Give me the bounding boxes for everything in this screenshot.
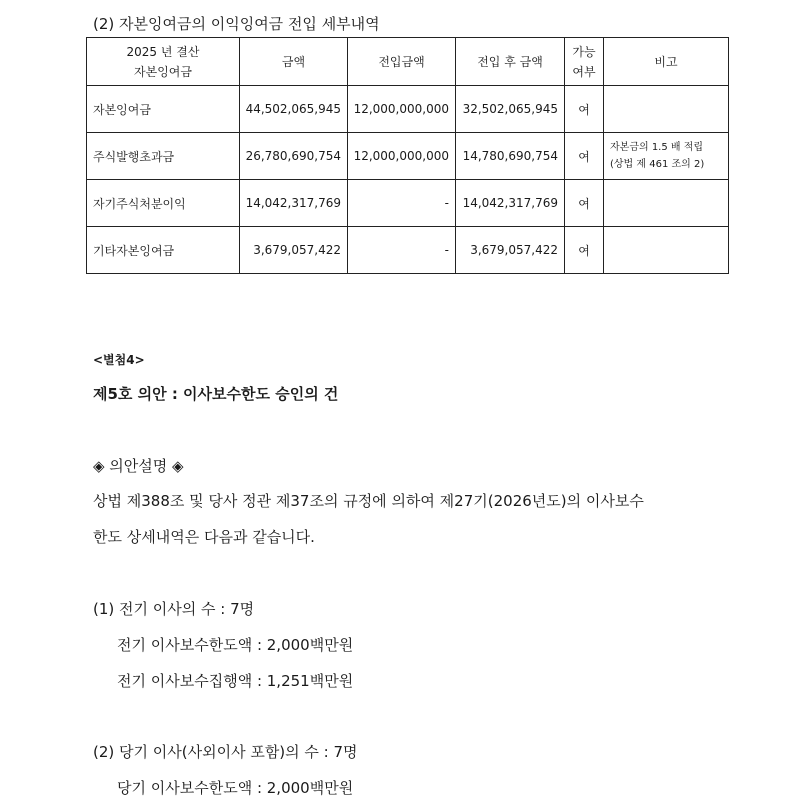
- row-remarks: [604, 133, 729, 180]
- row-name: 자기주식처분이익: [87, 180, 240, 227]
- table-row: [87, 227, 729, 274]
- row-possible: 여: [565, 86, 604, 133]
- header-amount: 금액: [240, 38, 348, 86]
- row-name: 자본잉여금: [87, 86, 240, 133]
- row-amount: 44,502,065,945: [240, 86, 348, 133]
- header-after-amount: 전입 후 금액: [456, 38, 565, 86]
- row-remarks: [604, 227, 729, 274]
- row-transfer: -: [348, 227, 456, 274]
- row-name: 주식발행초과금: [87, 133, 240, 180]
- table-row: [87, 133, 729, 180]
- row-name: 기타자본잉여금: [87, 227, 240, 274]
- header-year-line: 2025 년 결산: [126, 44, 200, 59]
- explanation-line-2: 한도 상세내역은 다음과 같습니다.: [93, 528, 315, 546]
- row-after: 3,679,057,422: [456, 227, 565, 274]
- row-remarks: [604, 86, 729, 133]
- row-possible: 여: [565, 227, 604, 274]
- header-possible-line1: 가능: [572, 44, 596, 59]
- header-surplus-line: 자본잉여금: [134, 64, 192, 79]
- table-row: [87, 180, 729, 227]
- row-remarks: [604, 180, 729, 227]
- remark-line1: 자본금의 1.5 배 적립: [610, 142, 704, 153]
- row-possible: 여: [565, 180, 604, 227]
- table-header-row: [87, 38, 729, 86]
- header-transfer-amount: 전입금액: [348, 38, 456, 86]
- header-remarks: 비고: [604, 38, 729, 86]
- agenda-title: 제5호 의안 : 이사보수한도 승인의 건: [93, 385, 339, 403]
- row-transfer: 12,000,000,000: [348, 133, 456, 180]
- remark-line2: (상법 제 461 조의 2): [610, 159, 705, 170]
- section-title: (2) 자본잉여금의 이익잉여금 전입 세부내역: [93, 15, 380, 33]
- row-after: 32,502,065,945: [456, 86, 565, 133]
- explanation-line-1: 상법 제388조 및 당사 정관 제37조의 규정에 의하여 제27기(2026년도)의 이사보수: [93, 492, 644, 510]
- surplus-transfer-table: [86, 37, 729, 274]
- row-transfer: 12,000,000,000: [348, 86, 456, 133]
- previous-remuneration-executed: 전기 이사보수집행액 : 1,251백만원: [117, 672, 354, 690]
- attachment-label: <별첨4>: [93, 353, 145, 367]
- explanation-heading: ◈ 의안설명 ◈: [93, 457, 184, 475]
- header-possible: [565, 38, 604, 86]
- row-after: 14,042,317,769: [456, 180, 565, 227]
- row-possible: 여: [565, 133, 604, 180]
- header-possible-line2: 여부: [572, 64, 596, 79]
- table-row: [87, 86, 729, 133]
- current-remuneration-limit: 당기 이사보수한도액 : 2,000백만원: [117, 779, 354, 797]
- row-after: 14,780,690,754: [456, 133, 565, 180]
- row-transfer: -: [348, 180, 456, 227]
- row-amount: 14,042,317,769: [240, 180, 348, 227]
- row-amount: 26,780,690,754: [240, 133, 348, 180]
- previous-remuneration-limit: 전기 이사보수한도액 : 2,000백만원: [117, 636, 354, 654]
- previous-directors-count: (1) 전기 이사의 수 : 7명: [93, 600, 255, 618]
- row-amount: 3,679,057,422: [240, 227, 348, 274]
- header-capital-surplus: [87, 38, 240, 86]
- current-directors-count: (2) 당기 이사(사외이사 포함)의 수 : 7명: [93, 743, 358, 761]
